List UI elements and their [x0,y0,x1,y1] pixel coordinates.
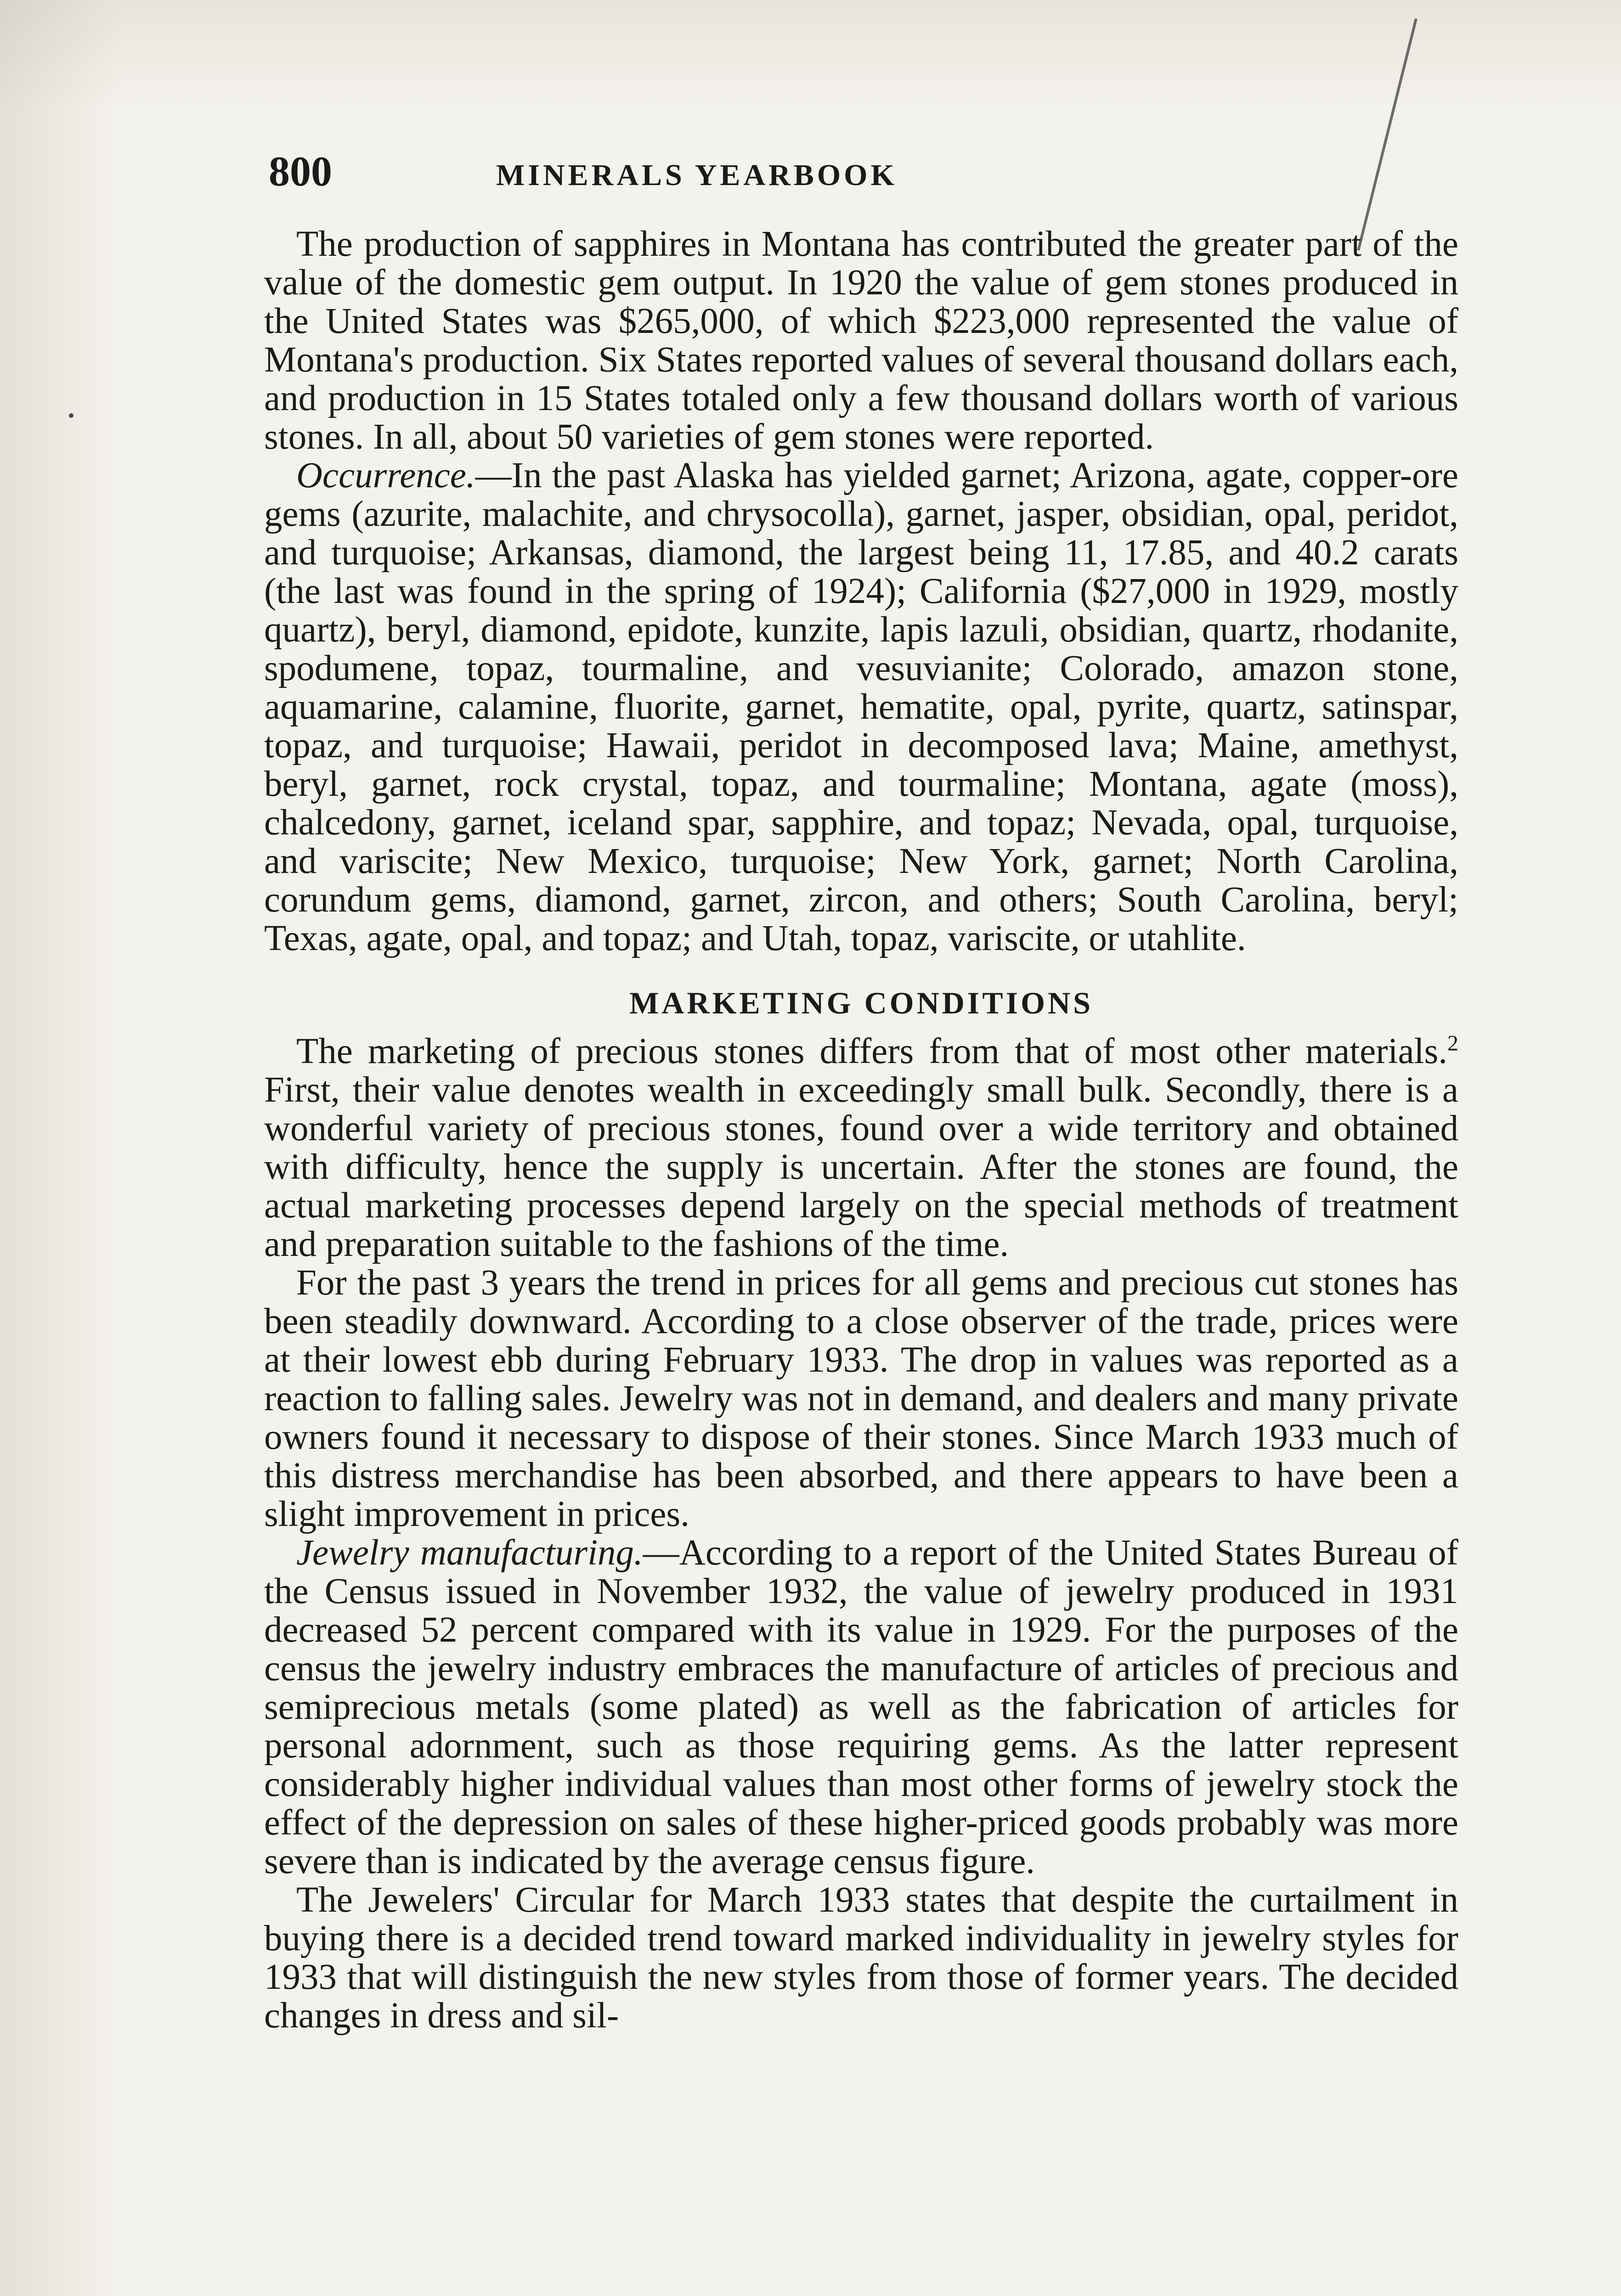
paragraph-text: The Jewelers' Circular for March 1933 states that despite the curtailment in buying there is a decided trend toward marked individuality in jewelry styles for 1933 that will distinguish the new styles from those of former years. The decided changes in dress and sil- [264,1880,1458,2036]
section-heading: MARKETING CONDITIONS [629,985,1093,1020]
paragraph-sapphires [264,225,1458,456]
scan-artifact-dot [69,413,73,418]
paragraph-marketing-intro [264,1032,1458,1264]
scan-edge-shading [0,0,119,2296]
paragraph-text: The marketing of precious stones differs from that of most other materials. [296,1031,1447,1071]
paragraph-text: —In the past Alaska has yielded garnet; Arizona, agate, copper-ore gems (azurite, malachite, and chrysocolla), garnet, jasper, obsidian, opal, peridot, and turquoise; Arkansas, diamond, the largest being 11, 17.85, and 40.2 carats (the last was found in the spring of 1924); California ($27,000 in 1929, mostly quartz), beryl, diamond, epidote, kunzite, lapis lazuli, obsidian, quartz, rhodanite, spodumene, topaz, tourmaline, and vesuvianite; Colorado, amazon stone, aquamarine, calamine, fluorite, garnet, hematite, opal, pyrite, quartz, satinspar, topaz, and turquoise; Hawaii, peridot in decomposed lava; Maine, amethyst, beryl, garnet, rock crystal, topaz, and tourmaline; Montana, agate (moss), chalcedony, garnet, iceland spar, sapphire, and topaz; Nevada, opal, turquoise, and variscite; New Mexico, turquoise; New York, garnet; North Carolina, corundum gems, diamond, garnet, zircon, and others; South Carolina, beryl; Texas, agate, opal, and topaz; and Utah, topaz, variscite, or utahlite. [264,456,1458,958]
paragraph-text: For the past 3 years the trend in prices for all gems and precious cut stones has been steadily downward. According to a close observer of the trade, prices were at their lowest ebb during February 1933. The drop in values was reported as a reaction to falling sales. Jewelry was not in demand, and dealers and many private owners found it necessary to dispose of their stones. Since March 1933 much of this distress merchandise has been absorbed, and there appears to have been a slight improvement in prices. [264,1263,1458,1534]
scan-top-shading [0,0,1621,110]
paragraph-jewelers-circular [264,1881,1458,2035]
paragraph-text: —According to a report of the United States Bureau of the Census issued in November 1932, the value of jewelry produced in 1931 decreased 52 percent compared with its value in 1929. For the purposes of the census the jewelry industry embraces the manufacture of articles of precious and semiprecious metals (some plated) as well as the fabrication of articles for personal adornment, such as those requiring gems. As the latter represent considerably higher individual values than most other forms of jewelry stock the effect of the depression on sales of these higher-priced goods probably was more severe than is indicated by the average census figure. [264,1533,1458,1881]
paragraph-occurrence [264,456,1458,958]
footnote-reference: 2 [1447,1031,1458,1056]
page-header [269,146,1463,197]
paragraph-jewelry-manufacturing [264,1534,1458,1881]
page-number: 800 [269,148,332,195]
running-title: MINERALS YEARBOOK [496,158,898,192]
paragraph-price-trend [264,1264,1458,1534]
paragraph-lead: Occurrence. [296,456,475,495]
paragraph-text: The production of sapphires in Montana has contributed the greater part of the value of the domestic gem output. In 1920 the value of gem stones produced in the United States was $265,000, of which $223,000 represented the value of Montana's production. Six States reported values of several thousand dollars each, and production in 15 States totaled only a few thousand dollars worth of various stones. In all, about 50 varieties of gem stones were reported. [264,224,1458,457]
paragraph-lead: Jewelry manufacturing. [296,1533,643,1573]
page-body [264,225,1458,2035]
paragraph-text: First, their value denotes wealth in exceedingly small bulk. Secondly, there is a wonderful variety of precious stones, found over a wide territory and obtained with difficulty, hence the supply is uncertain. After the stones are found, the actual marketing processes depend largely on the special methods of treatment and preparation suitable to the fashions of the time. [264,1070,1458,1264]
